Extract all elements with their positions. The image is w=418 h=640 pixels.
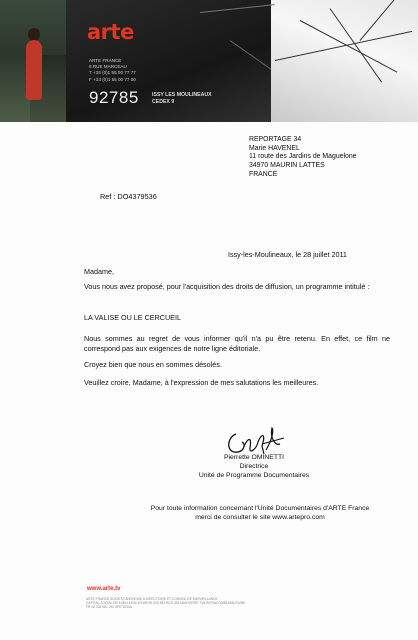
paragraph-regret: Croyez bien que nous en sommes désolés.: [84, 360, 222, 369]
recipient-company: REPORTAGE 34: [249, 136, 302, 143]
signatory-unit: Unité de Programme Documentaires: [198, 472, 310, 479]
recipient-street: 11 route des Jardins de Maguelone: [249, 153, 357, 161]
recipient-country: FRANCE: [249, 170, 278, 178]
city: [152, 92, 212, 105]
signatory-name: Pierrette OMINETTI: [223, 454, 285, 461]
programme-title: LA VALISE OU LE CERCUEIL: [84, 313, 181, 322]
postal-code: 92785: [89, 88, 139, 107]
architecture-photo: [271, 0, 418, 122]
sender-address: [89, 58, 136, 83]
address-line: ARTE FRANCE: [89, 58, 122, 63]
paragraph-refusal: Nous sommes au regret de vous informer qu'il n'a pu être retenu. En effet, ce film ne correspond pas aux exigences de notre ligne éditoriale.: [84, 334, 390, 353]
fine-print-line: CAPITAL SOCIAL DE 8 MILLIONS 8 EUROS 335 383 RCS 335 NANTERRE TVA INTRACOMMUNAUTAIRE: [86, 601, 246, 606]
info-note-line: Pour toute information concernant l'Unité Documentaires d'ARTE France: [150, 505, 370, 512]
recipient-name: Marie HAVENEL: [249, 144, 300, 152]
info-note-website: merci de consulter le site www.artepro.com: [195, 514, 325, 521]
paragraph-closing: Veuillez croire, Madame, à l'expression de mes salutations les meilleures.: [84, 378, 319, 387]
city-line: ISSY LES MOULINEAUX: [152, 92, 212, 98]
fine-print-line: FR 08 334 081 232 APE 9200A: [86, 605, 133, 610]
letter-date: Issy-les-Moulineaux, le 28 juillet 2011: [228, 250, 347, 259]
recipient-city: 34970 MAURIN LATTES: [249, 162, 325, 170]
arte-logo: arte: [87, 20, 134, 44]
fine-print-line: ARTE FRANCE SOCIETE ANONYME A DIRECTOIRE ET CONSEIL DE SURVEILLANCE: [86, 597, 218, 601]
signatory-title: Directrice: [239, 463, 269, 470]
address-line: 8 RUE MARCEAU: [89, 64, 127, 70]
salutation: Madame,: [84, 267, 114, 276]
letterhead-photo: [0, 0, 418, 122]
recipient-address: [249, 136, 357, 180]
woman-in-red-figure: [26, 40, 42, 100]
fax-line: F +33 (0)1 55 00 77 00: [89, 76, 136, 82]
reference-number: Ref : DO4379536: [100, 192, 157, 201]
phone-line: T +33 (0)1 55 00 77 77: [89, 70, 136, 76]
paragraph-proposal: Vous nous avez proposé, pour l'acquisition des droits de diffusion, un programme intitulé :: [84, 282, 370, 291]
cedex-line: CEDEX 9: [152, 98, 175, 105]
arte-website-brand: www.arte.tv: [87, 586, 121, 592]
legal-fine-print: [86, 597, 326, 610]
